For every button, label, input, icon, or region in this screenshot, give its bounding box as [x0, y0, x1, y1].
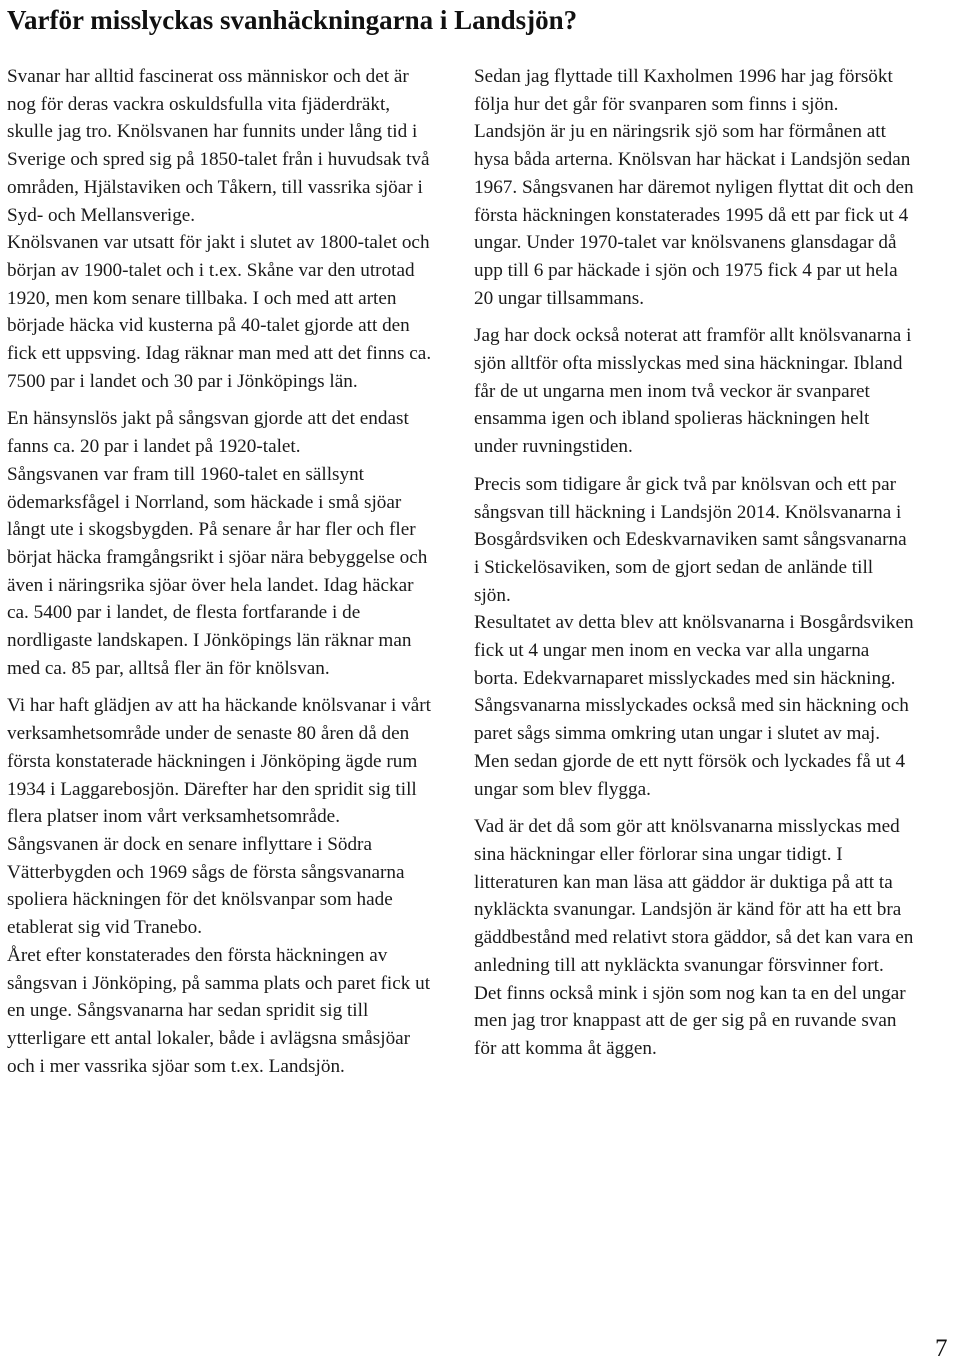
paragraph: En hänsynslös jakt på sångsvan gjorde att det endast fanns ca. 20 par i landet på 1920-talet. [7, 408, 409, 458]
paragraph: Jag har dock också noterat att framför allt knölsvanarna i sjön alltför ofta misslyckas med sina häckningar. Ibland får de ut ungarna men inom två veckor är svanparet ensamma igen och ibland spolieras häckningen helt under ruvningstiden. [474, 325, 912, 458]
right-column [474, 63, 914, 1063]
paragraph: Resultatet av detta blev att knölsvanarna i Bosgårdsviken fick ut 4 ungar men inom en vecka var alla ungarna borta. Edekvarnaparet misslyckades med sin häckning. Sångsvanarna misslyckades också med sin häckning och paret sågs simma omkring utan ungar i slutet av maj. Men sedan gjorde de ett nytt försök och lyckades få ut 4 ungar som blev flygga. [474, 612, 914, 800]
left-column [7, 63, 439, 1080]
paragraph: Sångsvanen var fram till 1960-talet en sällsynt ödemarksfågel i Norrland, som häckade i små sjöar långt ute i skogsbygden. På senare år har fler och fler börjat häcka framgångsrikt i sjöar nära bebyggelse och även i näringsrika sjöar över hela landet. Idag häckar ca. 5400 par i landet, de flesta fortfarande i de nordligaste landskapen. I Jönköpings län räknar man med ca. 85 par, alltså fler än för knölsvan. [7, 463, 428, 679]
paragraph: Vi har haft glädjen av att ha häckande knölsvanar i vårt verksamhetsområde under de senaste 80 åren då den första konstaterade häckningen i Jönköping ägde rum 1934 i Laggarebosjön. Därefter har den spridit sig till flera platser inom vårt verksamhetsområde. [7, 695, 431, 828]
paragraph: Svanar har alltid fascinerat oss människor och det är nog för deras vackra oskuldsfulla vita fjäderdräkt, skulle jag tro. Knölsvanen har funnits under lång tid i Sverige och spred sig på 1850-talet från i huvudsak två områden, Hjälstaviken och Tåkern, till vassrika sjöar i Syd- och Mellansverige. [7, 66, 430, 226]
page-number: 7 [935, 1335, 948, 1362]
paragraph: Sedan jag flyttade till Kaxholmen 1996 har jag försökt följa hur det går för svanparen som finns i sjön. Landsjön är ju en näringsrik sjö som har förmånen att hysa båda arterna. Knölsvan har häckat i Landsjön sedan 1967. Sångsvanen har däremot nyligen flyttat dit och den första häckningen konstaterades 1995 då ett par fick ut 4 ungar. Under 1970-talet var knölsvanens glansdagar då upp till 6 par häckade i sjön och 1975 fick 4 par ut hela 20 ungar tillsammans. [474, 66, 914, 309]
paragraph: Precis som tidigare år gick två par knölsvan och ett par sångsvan till häckning i Landsjön 2014. Knölsvanarna i Bosgårdsviken och Edeskvarnaviken samt sångsvanarna i Stickelösaviken, som de gjort sedan de anlände till sjön. [474, 473, 907, 606]
paragraph: Knölsvanen var utsatt för jakt i slutet av 1800-talet och början av 1900-talet och i t.ex. Skåne var den utrotad 1920, men kom senare tillbaka. I och med att arten började häcka vid kusterna på 40-talet gjorde att den fick ett uppsving. Idag räknar man med att det finns ca. 7500 par i landet och 30 par i Jönköpings län. [7, 232, 432, 392]
page-title: Varför misslyckas svanhäckningarna i Landsjön? [7, 5, 578, 35]
paragraph: Året efter konstaterades den första häckningen av sångsvan i Jönköping, på samma plats och paret fick ut en unge. Sångsvanarna har sedan spridit sig till ytterligare ett antal lokaler, både i avlägsna småsjöar och i mer vassrika sjöar som t.ex. Landsjön. [7, 944, 431, 1077]
paragraph: Sångsvanen är dock en senare inflyttare i Södra Vätterbygden och 1969 sågs de första sångsvanarna spoliera häckningen för det knölsvanpar som hade etablerat sig vid Tranebo. [7, 833, 405, 939]
paragraph: Vad är det då som gör att knölsvanarna misslyckas med sina häckningar eller förlorar sina ungar tidigt. I litteraturen kan man läsa att gäddor är duktiga på att ta nykläckta svanungar. Landsjön är känd för att ha ett bra gäddbestånd med relativt stora gäddor, så det kan vara en anledning till att nykläckta svanungar försvinner fort. Det finns också mink i sjön som nog kan ta en del ungar men jag tror knappast att de ger sig på en ruvande svan för att komma åt äggen. [474, 816, 914, 1059]
